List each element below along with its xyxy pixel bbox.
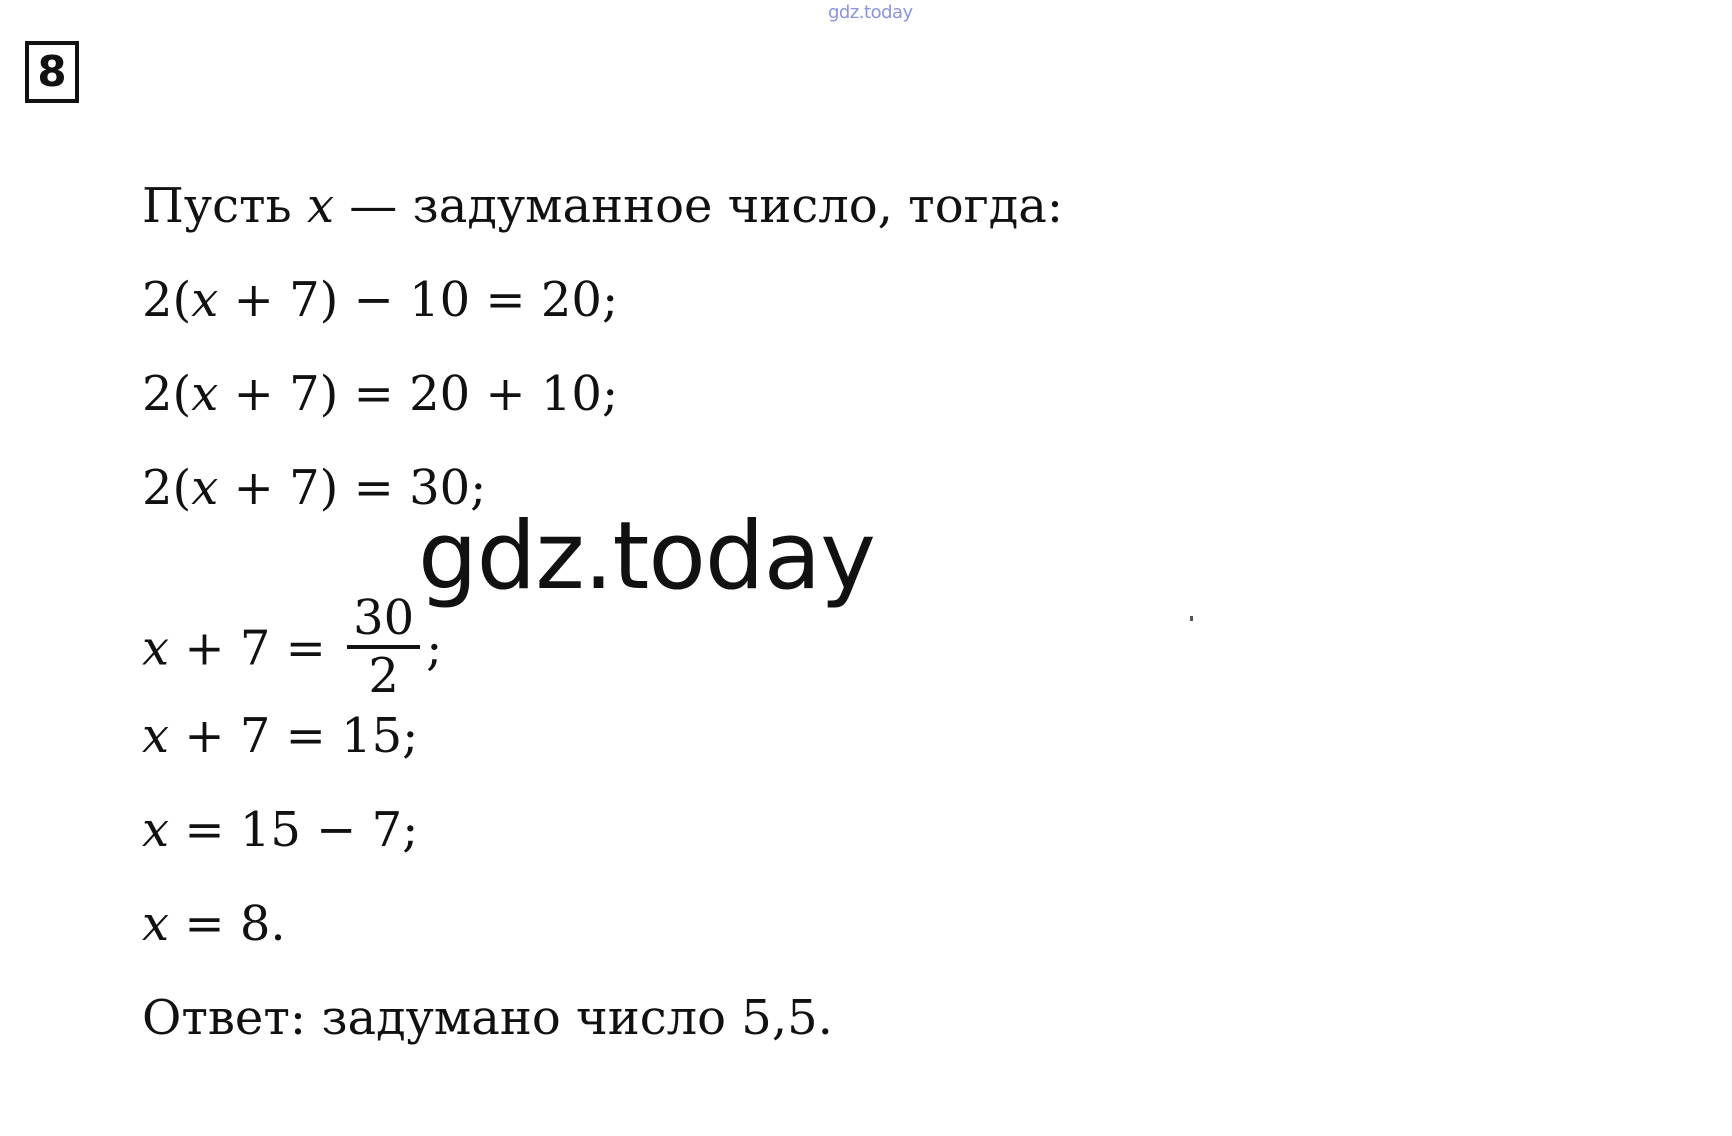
watermark-center: gdz.today — [418, 502, 875, 611]
solution-line-1 — [142, 178, 1064, 234]
variable-x: x — [191, 366, 219, 422]
fraction — [347, 592, 420, 704]
text: + 7) = 20 + 10; — [218, 366, 619, 422]
answer-line — [142, 990, 833, 1046]
solution-line-3 — [142, 366, 619, 422]
variable-x: x — [142, 620, 170, 677]
text: + 7 = 15; — [169, 708, 419, 764]
watermark-top: gdz.today — [828, 2, 913, 23]
text: — задуманное число, тогда: — [334, 178, 1064, 234]
solution-line-7 — [142, 802, 419, 858]
text: 2( — [142, 460, 192, 516]
text: + 7) = 30; — [218, 460, 487, 516]
text: = 8. — [169, 896, 286, 952]
variable-x: x — [191, 460, 219, 516]
solution-line-8 — [142, 896, 286, 952]
text: Пусть — [142, 178, 307, 234]
variable-x: x — [306, 178, 335, 234]
text: = 15 − 7; — [169, 802, 419, 858]
text: 2( — [142, 366, 192, 422]
solution-line-5 — [142, 590, 443, 708]
fraction-numerator: 30 — [347, 592, 420, 649]
text: + 7 = — [169, 620, 342, 677]
variable-x: x — [142, 802, 170, 858]
text: ; — [426, 620, 443, 677]
text: Ответ: задумано число 5,5. — [142, 990, 833, 1046]
stray-mark — [1190, 616, 1193, 621]
problem-number: 8 — [37, 47, 67, 96]
solution-line-2 — [142, 272, 619, 328]
variable-x: x — [142, 896, 170, 952]
text: 2( — [142, 272, 192, 328]
text: + 7) − 10 = 20; — [218, 272, 619, 328]
variable-x: x — [142, 708, 170, 764]
solution-line-6 — [142, 708, 419, 764]
problem-number-box — [25, 41, 79, 103]
fraction-denominator: 2 — [368, 647, 399, 704]
variable-x: x — [191, 272, 219, 328]
